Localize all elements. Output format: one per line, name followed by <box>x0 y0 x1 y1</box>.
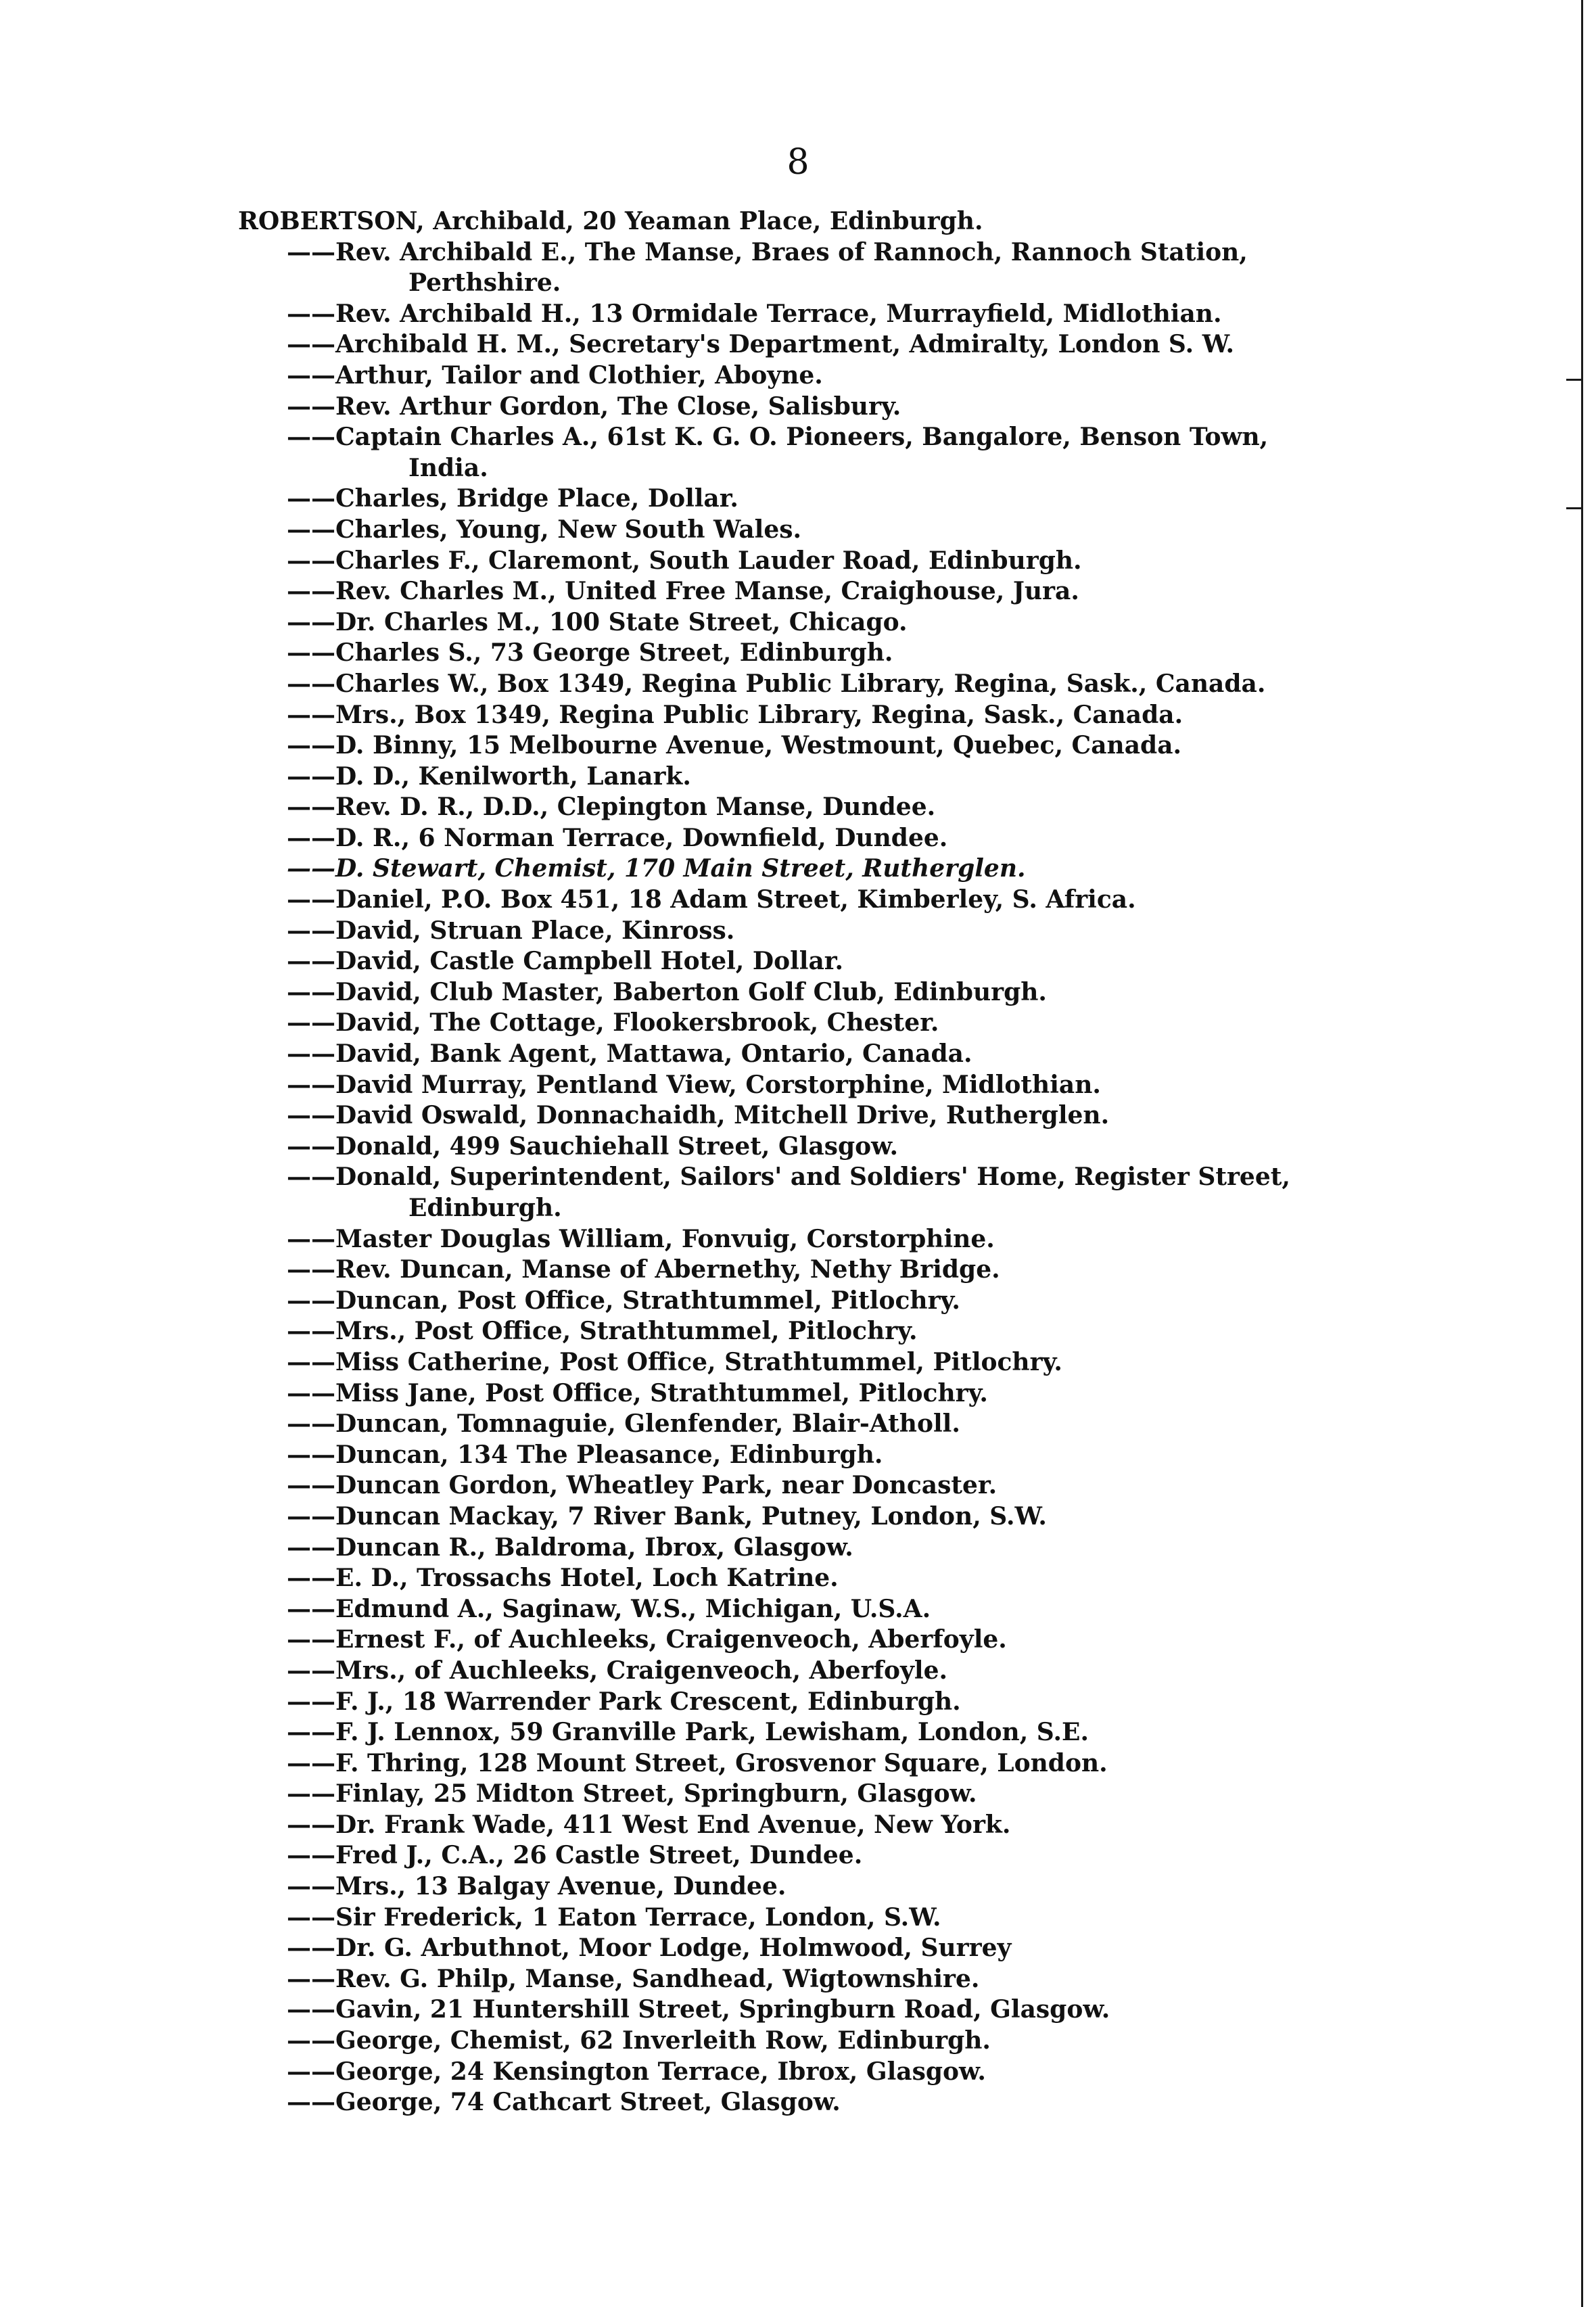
directory-entry: ——Gavin, 21 Huntershill Street, Springburn Road, Glasgow. <box>287 1995 1110 2024</box>
directory-entry: ——Finlay, 25 Midton Street, Springburn, Glasgow. <box>287 1779 977 1809</box>
directory-entry: ——Fred J., C.A., 26 Castle Street, Dundee. <box>287 1841 863 1870</box>
directory-entry: ——Charles S., 73 George Street, Edinburgh. <box>287 638 893 668</box>
directory-entry: ——D. R., 6 Norman Terrace, Downfield, Dundee. <box>287 823 948 852</box>
directory-entry: ——Mrs., Post Office, Strathtummel, Pitlochry. <box>287 1317 918 1346</box>
directory-entry: ——George, 74 Cathcart Street, Glasgow. <box>287 2088 841 2117</box>
directory-entry: ——George, Chemist, 62 Inverleith Row, Edinburgh. <box>287 2026 991 2055</box>
directory-entry: ——David, Struan Place, Kinross. <box>287 916 735 945</box>
directory-entry: ——Duncan, Tomnaguie, Glenfender, Blair-Atholl. <box>287 1409 960 1439</box>
directory-entry: ——Miss Jane, Post Office, Strathtummel, Pitlochry. <box>287 1378 988 1407</box>
margin-rule <box>1581 0 1583 2307</box>
directory-entry: ——Master Douglas William, Fonvuig, Corstorphine. <box>287 1224 995 1253</box>
directory-entry: ——David, Club Master, Baberton Golf Club, Edinburgh. <box>287 977 1047 1006</box>
directory-entry: ——Duncan, 134 The Pleasance, Edinburgh. <box>287 1440 883 1469</box>
directory-entry: ——D. Stewart, Chemist, 170 Main Street, Rutherglen. <box>287 854 1026 883</box>
directory-entry: ——D. Binny, 15 Melbourne Avenue, Westmount, Quebec, Canada. <box>287 731 1182 760</box>
directory-entry: ——Mrs., of Auchleeks, Craigenveoch, Aberfoyle. <box>287 1656 948 1685</box>
directory-entry: ——David Murray, Pentland View, Corstorphine, Midlothian. <box>287 1070 1101 1099</box>
directory-entry: ——Rev. D. R., D.D., Clepington Manse, Dundee. <box>287 793 936 822</box>
directory-entry: ——Donald, 499 Sauchiehall Street, Glasgow. <box>287 1132 899 1161</box>
directory-entry: ——F. J. Lennox, 59 Granville Park, Lewisham, London, S.E. <box>287 1718 1089 1747</box>
page-number: 8 <box>787 142 809 183</box>
directory-entry: ——David, Bank Agent, Mattawa, Ontario, Canada. <box>287 1040 972 1069</box>
directory-entry: ——Mrs., Box 1349, Regina Public Library, Regina, Sask., Canada. <box>287 700 1183 729</box>
directory-entry: ——Charles, Bridge Place, Dollar. <box>287 484 738 513</box>
directory-entry: ——Duncan Mackay, 7 River Bank, Putney, London, S.W. <box>287 1501 1047 1531</box>
directory-entries <box>238 206 1422 2118</box>
entry-continuation: India. <box>408 453 488 482</box>
directory-entry: ——Rev. Arthur Gordon, The Close, Salisbury. <box>287 392 901 421</box>
directory-entry: ——Archibald H. M., Secretary's Department, Admiralty, London S. W. <box>287 330 1235 359</box>
directory-entry: ——Mrs., 13 Balgay Avenue, Dundee. <box>287 1872 787 1901</box>
directory-entry: ——Miss Catherine, Post Office, Strathtummel, Pitlochry. <box>287 1347 1062 1376</box>
directory-entry: ——David Oswald, Donnachaidh, Mitchell Drive, Rutherglen. <box>287 1101 1110 1130</box>
directory-entry: ——Daniel, P.O. Box 451, 18 Adam Street, Kimberley, S. Africa. <box>287 885 1136 914</box>
directory-entry: ——Charles W., Box 1349, Regina Public Library, Regina, Sask., Canada. <box>287 669 1266 698</box>
directory-entry: ——Captain Charles A., 61st K. G. O. Pioneers, Bangalore, Benson Town, <box>287 423 1269 452</box>
entry-continuation: Perthshire. <box>408 269 561 298</box>
directory-entry: ——George, 24 Kensington Terrace, Ibrox, Glasgow. <box>287 2057 986 2086</box>
margin-tick <box>1566 507 1581 509</box>
directory-entry: ——Duncan Gordon, Wheatley Park, near Doncaster. <box>287 1471 998 1500</box>
directory-entry: ——Ernest F., of Auchleeks, Craigenveoch, Aberfoyle. <box>287 1625 1007 1654</box>
margin-tick <box>1566 379 1581 381</box>
directory-entry: ——David, Castle Campbell Hotel, Dollar. <box>287 947 843 976</box>
directory-entry: ——Edmund A., Saginaw, W.S., Michigan, U.S.A. <box>287 1594 931 1623</box>
directory-entry: ——Dr. Frank Wade, 411 West End Avenue, New York. <box>287 1810 1011 1839</box>
directory-entry: ——Rev. Charles M., United Free Manse, Craighouse, Jura. <box>287 577 1079 606</box>
directory-entry: ——Sir Frederick, 1 Eaton Terrace, London, S.W. <box>287 1903 941 1932</box>
directory-entry: ——Rev. G. Philp, Manse, Sandhead, Wigtownshire. <box>287 1964 980 1993</box>
entry-continuation: Edinburgh. <box>408 1194 562 1222</box>
directory-entry: ——D. D., Kenilworth, Lanark. <box>287 762 691 791</box>
directory-entry: ROBERTSON, Archibald, 20 Yeaman Place, Edinburgh. <box>238 207 983 235</box>
directory-entry: ——Donald, Superintendent, Sailors' and Soldiers' Home, Register Street, <box>287 1163 1290 1192</box>
directory-entry: ——Duncan, Post Office, Strathtummel, Pitlochry. <box>287 1286 960 1315</box>
directory-entry: ——Rev. Duncan, Manse of Abernethy, Nethy Bridge. <box>287 1255 1000 1284</box>
directory-entry: ——Charles F., Claremont, South Lauder Road, Edinburgh. <box>287 546 1082 575</box>
directory-entry: ——Rev. Archibald E., The Manse, Braes of Rannoch, Rannoch Station, <box>287 237 1248 266</box>
directory-entry: ——F. Thring, 128 Mount Street, Grosvenor Square, London. <box>287 1748 1108 1777</box>
directory-entry: ——David, The Cottage, Flookersbrook, Chester. <box>287 1008 939 1038</box>
directory-entry: ——E. D., Trossachs Hotel, Loch Katrine. <box>287 1564 839 1593</box>
directory-entry: ——Rev. Archibald H., 13 Ormidale Terrace, Murrayfield, Midlothian. <box>287 299 1222 328</box>
directory-entry: ——F. J., 18 Warrender Park Crescent, Edinburgh. <box>287 1687 961 1716</box>
directory-entry: ——Duncan R., Baldroma, Ibrox, Glasgow. <box>287 1533 853 1562</box>
directory-entry: ——Arthur, Tailor and Clothier, Aboyne. <box>287 360 823 390</box>
directory-entry: ——Charles, Young, New South Wales. <box>287 515 802 544</box>
directory-entry: ——Dr. G. Arbuthnot, Moor Lodge, Holmwood, Surrey <box>287 1934 1012 1963</box>
directory-entry: ——Dr. Charles M., 100 State Street, Chicago. <box>287 607 908 636</box>
